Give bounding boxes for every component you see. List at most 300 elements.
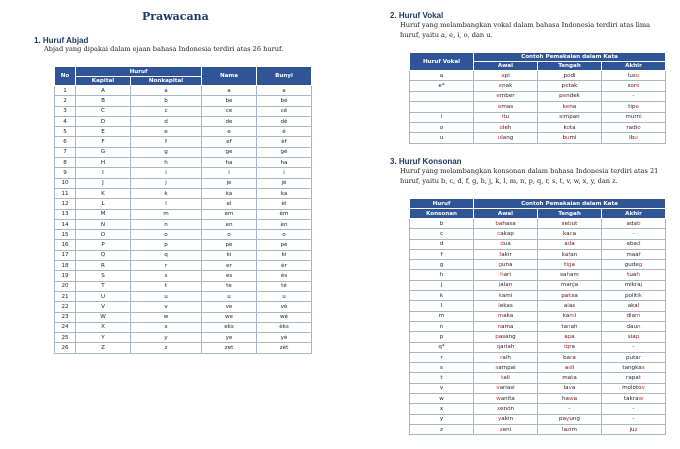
letter-name: a — [202, 86, 257, 96]
example-word — [538, 311, 602, 321]
kapital-letter: O — [76, 230, 131, 240]
row-number: 6 — [55, 137, 76, 147]
highlight-letter: w — [496, 395, 501, 402]
row-number: 15 — [55, 230, 76, 240]
letter-sound: wé — [257, 312, 312, 322]
example-word — [538, 260, 602, 270]
word-part: ahasa — [498, 220, 516, 227]
letter-cell: b — [410, 219, 474, 229]
row-number: 22 — [55, 302, 76, 312]
word-part: - — [632, 93, 635, 100]
nonkapital-letter: r — [131, 261, 202, 271]
letter-cell: u — [410, 133, 474, 143]
highlight-letter: g — [567, 261, 572, 268]
highlight-letter: o — [567, 72, 571, 79]
highlight-letter: j — [640, 282, 643, 289]
example-word — [602, 229, 666, 239]
example-word — [474, 301, 538, 311]
letter-sound: té — [257, 281, 312, 291]
letter-sound: yé — [257, 333, 312, 343]
kapital-letter: B — [76, 96, 131, 106]
word-part: ndek — [566, 93, 580, 100]
table-row — [410, 404, 666, 414]
letter-name: es — [202, 271, 257, 281]
highlight-letter: c — [569, 230, 573, 237]
word-part: nak — [502, 83, 513, 90]
word-part: a — [574, 282, 579, 289]
word-part: alan — [500, 282, 513, 289]
word-part: b — [562, 135, 566, 142]
letter-cell: c — [410, 229, 474, 239]
header-kapital: Kapital — [76, 77, 131, 86]
example-word — [602, 352, 666, 362]
word-part: ta — [569, 124, 576, 131]
nonkapital-letter: k — [131, 188, 202, 198]
table-row — [410, 332, 666, 342]
word-part: man — [560, 282, 574, 289]
highlight-letter: c — [497, 230, 501, 237]
word-part: - — [632, 230, 635, 237]
word-part: anita — [500, 395, 515, 402]
table-row — [55, 230, 312, 240]
word-part: a — [563, 303, 568, 310]
letter-name: je — [202, 178, 257, 188]
header-tengah: Tengah — [538, 62, 602, 71]
word-part: ari — [503, 272, 511, 279]
kapital-letter: S — [76, 271, 131, 281]
table-row — [55, 106, 312, 116]
letter-cell: j — [410, 280, 474, 290]
letter-cell: n — [410, 321, 474, 331]
table-row — [410, 270, 666, 280]
word-part: ju — [629, 426, 635, 433]
letter-sound: vé — [257, 302, 312, 312]
word-part: ami — [501, 292, 513, 299]
word-part: ampai — [498, 364, 516, 371]
highlight-letter: s — [641, 364, 645, 371]
table-row — [55, 291, 312, 301]
table-row — [410, 71, 666, 81]
highlight-letter: p — [495, 333, 499, 340]
example-word — [474, 122, 538, 132]
example-word — [602, 112, 666, 122]
letter-name: u — [202, 291, 257, 301]
row-number: 19 — [55, 271, 76, 281]
row-number: 14 — [55, 219, 76, 229]
highlight-letter: k — [568, 292, 572, 299]
word-part: a — [571, 333, 575, 340]
word-part: a — [564, 241, 568, 248]
highlight-letter: w — [568, 395, 574, 402]
table-row — [410, 373, 666, 383]
word-part: a — [564, 364, 569, 371]
highlight-letter: o — [566, 124, 570, 131]
word-part: a — [572, 354, 576, 361]
table-row — [410, 239, 666, 249]
highlight-letter: m — [569, 313, 575, 320]
nonkapital-letter: w — [131, 312, 202, 322]
header-awal: Awal — [474, 209, 538, 219]
example-word — [538, 133, 602, 143]
letter-cell: i — [410, 112, 474, 122]
letter-cell: y — [410, 414, 474, 424]
letter-sound: gé — [257, 147, 312, 157]
row-number: 8 — [55, 158, 76, 168]
highlight-letter: e — [565, 83, 569, 90]
highlight-letter: v — [568, 385, 572, 392]
letter-name: en — [202, 219, 257, 229]
letter-name: we — [202, 312, 257, 322]
example-word — [474, 280, 538, 290]
table-row — [55, 86, 312, 96]
highlight-letter: v — [496, 385, 500, 392]
table-row — [410, 363, 666, 373]
nonkapital-letter: f — [131, 137, 202, 147]
word-part: la — [562, 426, 568, 433]
highlight-letter: r — [638, 354, 642, 361]
letter-sound: èks — [257, 322, 312, 332]
table-row — [410, 342, 666, 352]
word-part: dau — [626, 323, 637, 330]
word-part: ka — [562, 230, 570, 237]
section-heading-abjad: 1. Huruf Abjad — [34, 36, 89, 45]
word-part: se — [561, 220, 569, 227]
word-part: tip — [628, 103, 636, 110]
section-intro-vokal-1: Huruf yang melambangkan vokal dalam bahasa Indonesia terdiri atas lima — [400, 21, 651, 29]
example-word — [602, 301, 666, 311]
word-part: sia — [627, 333, 636, 340]
word-part: - — [632, 405, 635, 412]
word-part: tak — [568, 83, 578, 90]
nonkapital-letter: g — [131, 147, 202, 157]
kapital-letter: E — [76, 127, 131, 137]
table-row — [55, 178, 312, 188]
highlight-letter: y — [497, 416, 502, 423]
table-row — [410, 352, 666, 362]
nonkapital-letter: u — [131, 291, 202, 301]
letter-sound: èl — [257, 199, 312, 209]
word-part: moloto — [622, 385, 642, 392]
word-part: a — [573, 375, 577, 382]
kapital-letter: P — [76, 240, 131, 250]
letter-sound: o — [257, 230, 312, 240]
example-word — [602, 394, 666, 404]
letter-name: o — [202, 230, 257, 240]
kapital-letter: M — [76, 209, 131, 219]
highlight-letter: n — [637, 323, 641, 330]
example-word — [538, 249, 602, 259]
table-row — [410, 133, 666, 143]
highlight-letter: r — [500, 354, 503, 361]
table-row — [410, 414, 666, 424]
example-word — [538, 91, 602, 101]
row-number: 7 — [55, 147, 76, 157]
kapital-letter: A — [76, 86, 131, 96]
example-word — [474, 424, 538, 434]
example-word — [602, 270, 666, 280]
example-word — [538, 321, 602, 331]
highlight-letter: v — [641, 385, 645, 392]
highlight-letter: f — [638, 251, 641, 258]
letter-name: ve — [202, 302, 257, 312]
example-word — [538, 301, 602, 311]
letter-name: zet — [202, 343, 257, 353]
word-part: ama — [501, 323, 514, 330]
header-no: No — [55, 67, 76, 86]
example-word — [602, 311, 666, 321]
example-word — [538, 424, 602, 434]
header-nonkapital: Nonkapital — [131, 77, 202, 86]
example-word — [602, 404, 666, 414]
example-word — [538, 280, 602, 290]
highlight-letter: s — [568, 364, 572, 371]
highlight-letter: b — [495, 220, 499, 227]
example-word — [474, 383, 538, 393]
word-part: pa — [559, 416, 566, 423]
table-row — [55, 343, 312, 353]
highlight-letter: m — [635, 313, 641, 320]
letter-sound: ki — [257, 250, 312, 260]
word-part: p — [559, 93, 563, 100]
highlight-letter: k — [638, 292, 643, 299]
nonkapital-letter: l — [131, 199, 202, 209]
highlight-letter: g — [498, 261, 503, 268]
letter-name: em — [202, 209, 257, 219]
word-part: a — [571, 385, 576, 392]
example-word — [602, 81, 666, 91]
word-part: as — [568, 303, 576, 310]
letter-cell: d — [410, 239, 474, 249]
nonkapital-letter: h — [131, 158, 202, 168]
table-row — [410, 321, 666, 331]
letter-name: i — [202, 168, 257, 178]
nonkapital-letter: s — [131, 271, 202, 281]
nonkapital-letter: t — [131, 281, 202, 291]
header-contoh: Contoh Pemakaian dalam Kata — [474, 199, 666, 209]
word-part: aka — [627, 303, 638, 310]
example-word — [538, 342, 602, 352]
highlight-letter: y — [566, 416, 570, 423]
table-row — [55, 261, 312, 271]
word-part: ha — [562, 395, 569, 402]
kapital-letter: Y — [76, 333, 131, 343]
abjad-table — [54, 66, 312, 354]
section-intro-konsonan-2: huruf, yaitu b, c, d, f, g, h, j, k, l, m, n, p, q, r, s, t, v, w, x, y, dan z. — [400, 177, 618, 185]
example-word — [538, 122, 602, 132]
kapital-letter: K — [76, 188, 131, 198]
table-row — [410, 394, 666, 404]
kapital-letter: X — [76, 322, 131, 332]
header-huruf-vokal: Huruf Vokal — [410, 53, 474, 71]
table-row — [410, 112, 666, 122]
example-word — [474, 363, 538, 373]
row-number: 3 — [55, 106, 76, 116]
letter-cell: l — [410, 301, 474, 311]
example-word — [602, 219, 666, 229]
table-row — [410, 291, 666, 301]
letter-cell: o — [410, 122, 474, 132]
table-row — [55, 250, 312, 260]
word-part: rapa — [626, 375, 639, 382]
word-part: ut — [571, 220, 578, 227]
header-tengah: Tengah — [538, 209, 602, 219]
letter-sound: èf — [257, 137, 312, 147]
example-word — [538, 71, 602, 81]
highlight-letter: i — [640, 114, 642, 121]
letter-sound: ha — [257, 158, 312, 168]
word-part: aba — [626, 241, 637, 248]
page-title: Prawacana — [142, 10, 209, 23]
table-row — [55, 127, 312, 137]
nonkapital-letter: b — [131, 96, 202, 106]
example-word — [538, 332, 602, 342]
word-part: mber — [499, 93, 515, 100]
word-part: sa — [560, 272, 567, 279]
example-word — [538, 229, 602, 239]
highlight-letter: s — [495, 364, 499, 371]
kapital-letter: G — [76, 147, 131, 157]
word-part: ka — [561, 251, 569, 258]
word-part: a — [571, 261, 575, 268]
word-part: ua — [503, 241, 511, 248]
highlight-letter: q — [565, 344, 570, 351]
highlight-letter: f — [568, 251, 571, 258]
word-part: akap — [500, 230, 514, 237]
word-part: eni — [502, 426, 512, 433]
highlight-letter: b — [568, 220, 572, 227]
highlight-letter: h — [566, 272, 570, 279]
nonkapital-letter: a — [131, 86, 202, 96]
example-word — [538, 112, 602, 122]
highlight-letter: n — [497, 323, 502, 330]
example-word — [474, 81, 538, 91]
word-part: maa — [626, 251, 639, 258]
kapital-letter: Q — [76, 250, 131, 260]
table-row — [55, 137, 312, 147]
word-part: asang — [498, 333, 516, 340]
example-word — [474, 239, 538, 249]
example-word — [538, 270, 602, 280]
highlight-letter: u — [566, 135, 570, 142]
letter-sound: jé — [257, 178, 312, 188]
section-intro-konsonan-1: Huruf yang melambangkan konsonan dalam bahasa Indonesia terdiri atas 21 — [400, 167, 659, 175]
word-part: lus — [627, 72, 636, 79]
highlight-letter: u — [497, 135, 502, 142]
row-number: 21 — [55, 291, 76, 301]
example-word — [602, 414, 666, 424]
table-row — [55, 312, 312, 322]
word-part: tu — [503, 114, 510, 121]
example-word — [602, 280, 666, 290]
word-part: - — [632, 344, 635, 351]
letter-name: ka — [202, 188, 257, 198]
word-part: i — [574, 313, 577, 320]
example-word — [602, 424, 666, 434]
word-part: ma — [562, 375, 572, 382]
highlight-letter: w — [638, 395, 644, 402]
example-word — [474, 249, 538, 259]
word-part: na — [569, 103, 577, 110]
word-part: a — [572, 230, 577, 237]
highlight-letter: d — [500, 241, 504, 248]
letter-name: ki — [202, 250, 257, 260]
header-huruf: Huruf — [410, 199, 474, 209]
letter-name: er — [202, 261, 257, 271]
word-part: tua — [627, 272, 637, 279]
word-part: ali — [503, 375, 510, 382]
word-part: p — [563, 72, 567, 79]
word-part: murn — [625, 114, 641, 121]
highlight-letter: p — [567, 333, 572, 340]
example-word — [538, 373, 602, 383]
word-part: ung — [569, 416, 580, 423]
table-row — [410, 260, 666, 270]
highlight-letter: l — [567, 303, 569, 310]
word-part: a — [571, 241, 575, 248]
table-row — [410, 301, 666, 311]
word-part: ekas — [499, 303, 513, 310]
kapital-letter: H — [76, 158, 131, 168]
example-word — [602, 102, 666, 112]
letter-cell: a — [410, 71, 474, 81]
example-word — [474, 332, 538, 342]
letter-sound: pé — [257, 240, 312, 250]
example-word — [602, 91, 666, 101]
konsonan-table — [409, 198, 666, 435]
nonkapital-letter: v — [131, 302, 202, 312]
table-row — [410, 424, 666, 434]
letter-name: eks — [202, 322, 257, 332]
letter-cell: v — [410, 383, 474, 393]
row-number: 1 — [55, 86, 76, 96]
word-part: politi — [624, 292, 639, 299]
letter-name: e — [202, 127, 257, 137]
word-part: k — [563, 124, 567, 131]
row-number: 2 — [55, 96, 76, 106]
letter-name: te — [202, 281, 257, 291]
highlight-letter: k — [498, 292, 502, 299]
example-word — [474, 291, 538, 301]
example-word — [474, 404, 538, 414]
letter-name: ye — [202, 333, 257, 343]
nonkapital-letter: i — [131, 168, 202, 178]
table-row — [410, 229, 666, 239]
highlight-letter: x — [496, 405, 501, 412]
row-number: 16 — [55, 240, 76, 250]
example-word — [474, 311, 538, 321]
vokal-table — [409, 52, 666, 144]
example-word — [602, 260, 666, 270]
example-word — [538, 383, 602, 393]
example-word — [602, 133, 666, 143]
example-word — [474, 133, 538, 143]
example-word — [602, 363, 666, 373]
word-part: ka — [562, 313, 570, 320]
highlight-letter: h — [500, 272, 504, 279]
table-row — [410, 383, 666, 393]
table-row — [410, 81, 666, 91]
example-word — [474, 260, 538, 270]
letter-cell: w — [410, 394, 474, 404]
word-part: sa — [571, 292, 578, 299]
letter-name: el — [202, 199, 257, 209]
highlight-letter: b — [636, 220, 641, 227]
letter-sound: cé — [257, 106, 312, 116]
table-row — [55, 322, 312, 332]
letter-cell: e* — [410, 81, 474, 91]
example-word — [602, 373, 666, 383]
word-part: puta — [625, 354, 639, 361]
